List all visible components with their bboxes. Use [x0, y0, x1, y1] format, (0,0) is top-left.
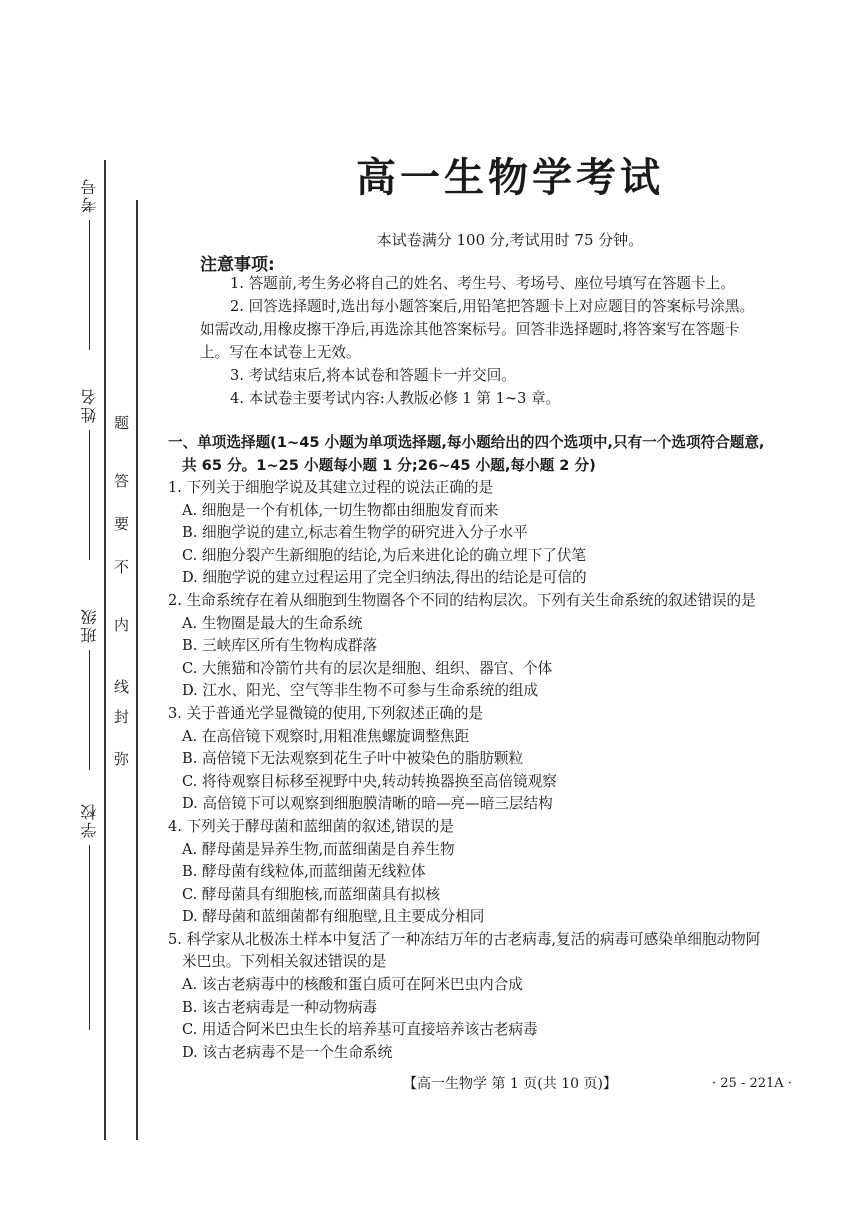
exam-title: 高一生物学考试 [356, 155, 664, 201]
question-5 [168, 929, 828, 1065]
option-c: C. 大熊猫和冷箭竹共有的层次是细胞、组织、器官、个体 [182, 659, 553, 677]
option-b: B. 酵母菌有线粒体,而蓝细菌无线粒体 [182, 863, 426, 881]
margin-outer-line [104, 160, 106, 1140]
school-field [78, 790, 101, 1030]
question-stem: 4. 下列关于酵母菌和蓝细菌的叙述,错误的是 [168, 817, 454, 835]
seal-char-7: 封 [114, 708, 130, 726]
notice-item: 2. 回答选择题时,选出每小题答案后,用铅笔把答题卡上对应题目的答案标号涂黑。如需改动,用橡皮擦干净后,再选涂其他答案标号。回答非选择题时,将答案写在答题卡上。写在本试卷上无效。 [200, 298, 755, 361]
exam-number-label: 考号 [80, 176, 99, 213]
option-d: D. 细胞学说的建立过程运用了完全归纳法,得出的结论是可信的 [182, 569, 587, 587]
section-heading-line1: 一、单项选择题(1~45 小题为单项选择题,每小题给出的四个选项中,只有一个选项符合题意, [168, 434, 765, 451]
option-a: A. 在高倍镜下观察时,用粗准焦螺旋调整焦距 [182, 727, 470, 745]
seal-char-2: 答 [114, 472, 130, 490]
section-heading [168, 431, 828, 477]
name-blank[interactable] [90, 430, 91, 560]
seal-char-5: 内 [114, 616, 130, 634]
question-4 [168, 816, 828, 929]
question-stem-continued: 米巴虫。下列相关叙述错误的是 [182, 953, 387, 971]
section-heading-line2: 共 65 分。1~25 小题每小题 1 分;26~45 小题,每小题 2 分) [182, 457, 596, 474]
class-blank[interactable] [90, 650, 91, 770]
option-c: C. 将待观察目标移至视野中央,转动转换器换至高倍镜观察 [182, 772, 557, 790]
question-stem: 3. 关于普通光学显微镜的使用,下列叙述正确的是 [168, 704, 484, 722]
option-c: C. 细胞分裂产生新细胞的结论,为后来进化论的确立埋下了伏笔 [182, 546, 587, 564]
option-a: A. 酵母菌是异养生物,而蓝细菌是自养生物 [182, 840, 455, 858]
school-label: 学校 [80, 801, 99, 838]
option-c: C. 用适合阿米巴虫生长的培养基可直接培养该古老病毒 [182, 1021, 538, 1039]
question-2 [168, 590, 828, 703]
question-list [168, 477, 828, 1064]
seal-char-3: 要 [114, 515, 130, 533]
notice-item: 3. 考试结束后,将本试卷和答题卡一并交回。 [230, 367, 516, 384]
notice-list [200, 272, 760, 410]
margin-inner-line [136, 200, 138, 1140]
school-blank[interactable] [90, 845, 91, 1030]
option-d: D. 该古老病毒不是一个生命系统 [182, 1043, 393, 1061]
notice-item: 4. 本试卷主要考试内容:人教版必修 1 第 1~3 章。 [230, 390, 561, 407]
name-label: 姓名 [80, 386, 99, 423]
option-d: D. 江水、阳光、空气等非生物不可参与生命系统的组成 [182, 682, 539, 700]
notice-heading: 注意事项: [200, 255, 275, 275]
notice-item: 1. 答题前,考生务必将自己的姓名、考生号、考场号、座位号填写在答题卡上。 [230, 275, 735, 292]
name-field [78, 370, 101, 560]
option-a: A. 该古老病毒中的核酸和蛋白质可在阿米巴虫内合成 [182, 976, 523, 994]
class-label: 班级 [80, 606, 99, 643]
option-d: D. 高倍镜下可以观察到细胞膜清晰的暗—亮—暗三层结构 [182, 795, 553, 813]
paper-code: · 25 - 221A · [712, 1076, 792, 1091]
option-b: B. 三峡库区所有生物构成群落 [182, 637, 378, 655]
question-stem: 5. 科学家从北极冻土样本中复活了一种冻结万年的古老病毒,复活的病毒可感染单细胞动物阿 [168, 930, 761, 948]
option-a: A. 生物圈是最大的生命系统 [182, 614, 363, 632]
seal-char-4: 不 [114, 558, 130, 576]
question-stem: 2. 生命系统存在着从细胞到生物圈各个不同的结构层次。下列有关生命系统的叙述错误的是 [168, 591, 756, 609]
class-field [78, 590, 101, 770]
seal-char-1: 题 [114, 414, 130, 432]
option-b: B. 该古老病毒是一种动物病毒 [182, 998, 378, 1016]
option-b: B. 细胞学说的建立,标志着生物学的研究进入分子水平 [182, 524, 528, 542]
question-1 [168, 477, 828, 590]
question-stem: 1. 下列关于细胞学说及其建立过程的说法正确的是 [168, 479, 494, 496]
page-footer: 【高一生物学 第 1 页(共 10 页)】 [403, 1076, 617, 1092]
option-b: B. 高倍镜下无法观察到花生子叶中被染色的脂肪颗粒 [182, 750, 524, 768]
seal-char-6: 线 [114, 678, 130, 696]
option-c: C. 酵母菌具有细胞核,而蓝细菌具有拟核 [182, 885, 441, 903]
option-d: D. 酵母菌和蓝细菌都有细胞壁,且主要成分相同 [182, 908, 485, 926]
exam-subtitle: 本试卷满分 100 分,考试用时 75 分钟。 [376, 231, 644, 249]
option-a: A. 细胞是一个有机体,一切生物都由细胞发育而来 [182, 501, 499, 519]
seal-char-8: 弥 [114, 750, 130, 768]
question-3 [168, 703, 828, 816]
